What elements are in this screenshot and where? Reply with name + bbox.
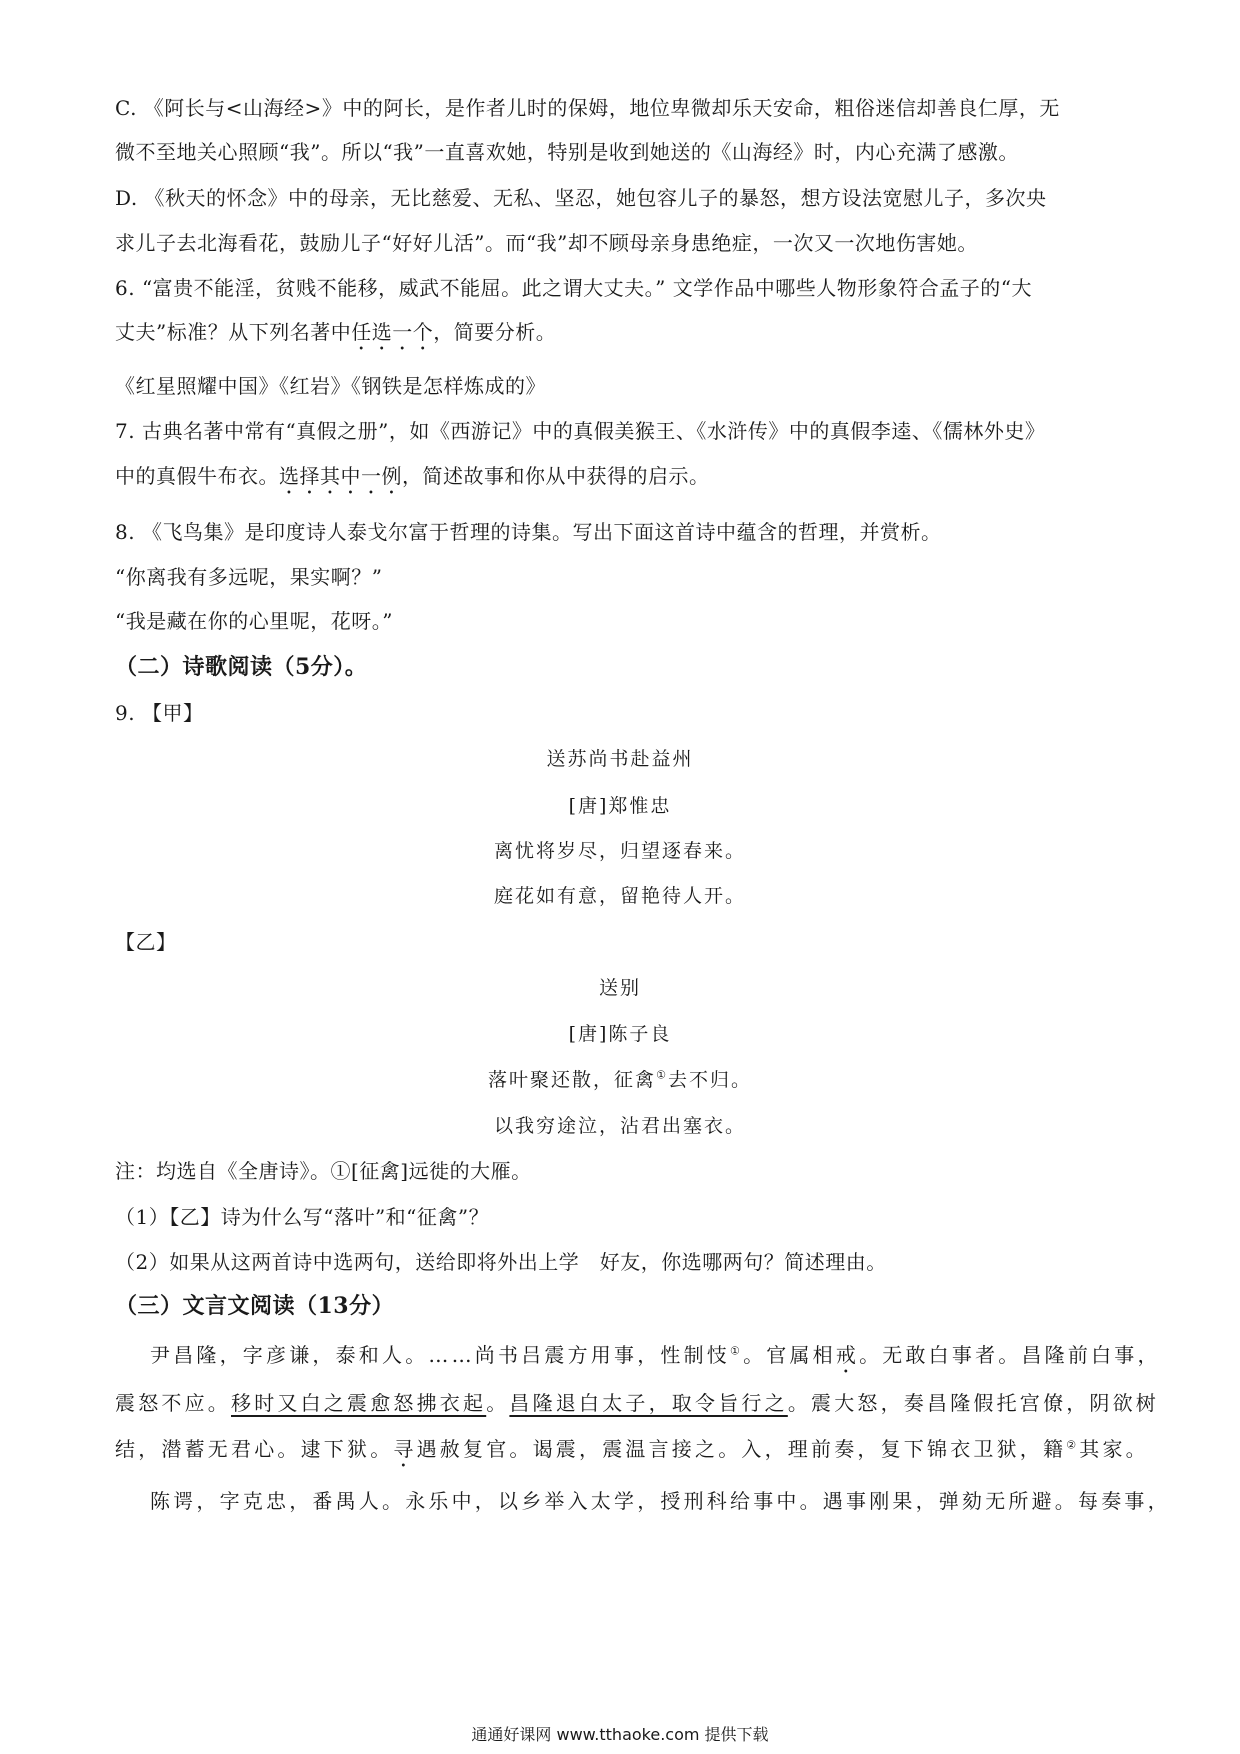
- footnote-marker: ①: [656, 1068, 668, 1082]
- emphasis-text: 寻: [393, 1437, 417, 1461]
- q5-option-c-line2: 微不至地关心照顾“我”。所以“我”一直喜欢她，特别是收到她送的《山海经》时，内心充满了感激。: [115, 140, 1019, 164]
- q8-line1: 8. 《飞鸟集》是印度诗人泰戈尔富于哲理的诗集。写出下面这首诗中蕴含的哲理，并赏析。: [115, 520, 942, 544]
- q9-subquestion-2: （2）如果从这两首诗中选两句，送给即将外出上学 好友，你选哪两句？简述理由。: [115, 1250, 887, 1274]
- classical-p2-line1: 陈谔，字克忠，番禺人。永乐中，以乡举入太学，授刑科给事中。遇事刚果，弹劾无所避。每奏事，: [150, 1489, 1171, 1513]
- section-poetry-heading: （二）诗歌阅读（5分）。: [115, 654, 368, 680]
- q7-line1: 7. 古典名著中常有“真假之册”，如《西游记》中的真假美猴王、《水浒传》中的真假李逵、《儒林外史》: [115, 419, 1046, 443]
- q5-option-d-line2: 求儿子去北海看花，鼓励儿子“好好儿活”。而“我”却不顾母亲身患绝症，一次又一次地伤害她。: [115, 231, 978, 255]
- q7-line2: 中的真假牛布衣。选择其中一例，简述故事和你从中获得的启示。: [115, 464, 710, 488]
- q8-poem-line1: “你离我有多远呢，果实啊？”: [115, 565, 383, 589]
- q6-line2: 丈夫”标准？从下列名著中任选一个，简要分析。: [115, 320, 557, 344]
- q9-subquestion-1: （1）【乙】诗为什么写“落叶”和“征禽”？: [115, 1205, 490, 1229]
- emphasis-text: 任选一个: [351, 320, 434, 344]
- q9-label-jia: 9. 【甲】: [115, 701, 204, 725]
- poem2-line1: 落叶聚还散，征禽①去不归。: [488, 1068, 752, 1091]
- q6-book-list: 《红星照耀中国》《红岩》《钢铁是怎样炼成的》: [115, 374, 546, 398]
- underlined-sentence: 昌隆退白太子，取令旨行之: [509, 1391, 788, 1415]
- classical-p1-line2: 震怒不应。移时又白之震愈怒拂衣起。昌隆退白太子，取令旨行之。震大怒，奏昌隆假托宫僚，阴欲树: [115, 1391, 1160, 1415]
- footnote-marker: ①: [730, 1344, 744, 1358]
- q5-option-c-line1: C. 《阿长与<山海经>》中的阿长，是作者儿时的保姆，地位卑微却乐天安命，粗俗迷信却善良仁厚，无: [115, 96, 1060, 120]
- emphasis-text: 选择其中一例: [279, 464, 402, 488]
- underlined-sentence: 移时又白之震愈怒拂衣起: [231, 1391, 487, 1415]
- page-footer: 通通好课网 www.tthaoke.com 提供下载: [471, 1725, 769, 1744]
- poem1-author: [唐]郑惟忠: [568, 795, 672, 817]
- q9-label-yi: 【乙】: [115, 930, 177, 954]
- q5-option-d-line1: D. 《秋天的怀念》中的母亲，无比慈爱、无私、坚忍，她包容儿子的暴怒，想方设法宽慰儿子，多次央: [115, 186, 1047, 210]
- poem1-title: 送苏尚书赴益州: [546, 748, 694, 770]
- poem2-author: [唐]陈子良: [568, 1023, 672, 1045]
- classical-p1-line1: 尹昌隆，字彦谦，泰和人。……尚书吕震方用事，性制忮①。官属相戒。无敢白事者。昌隆前白事，: [150, 1343, 1161, 1367]
- q6-line1: 6. “富贵不能淫，贫贱不能移，威武不能屈。此之谓大丈夫。” 文学作品中哪些人物形象符合孟子的“大: [115, 276, 1032, 300]
- classical-p1-line3: 结，潜蓄无君心。逮下狱。寻遇赦复官。谒震，震温言接之。入，理前奏，复下锦衣卫狱，籍②其家。: [115, 1437, 1149, 1461]
- emphasis-text: 戒: [835, 1343, 860, 1367]
- poem1-line1: 离忧将岁尽，归望逐春来。: [493, 840, 746, 862]
- poem1-line2: 庭花如有意，留艳待人开。: [493, 885, 746, 907]
- footnote-marker: ②: [1066, 1438, 1080, 1452]
- poem2-title: 送别: [598, 977, 641, 999]
- q8-poem-line2: “我是藏在你的心里呢，花呀。”: [115, 609, 393, 633]
- section-classical-heading: （三）文言文阅读（13分）: [115, 1293, 395, 1319]
- poem2-line2: 以我穷途泣，沾君出塞衣。: [493, 1115, 746, 1137]
- q9-note: 注：均选自《全唐诗》。①[征禽]远徙的大雁。: [115, 1159, 532, 1183]
